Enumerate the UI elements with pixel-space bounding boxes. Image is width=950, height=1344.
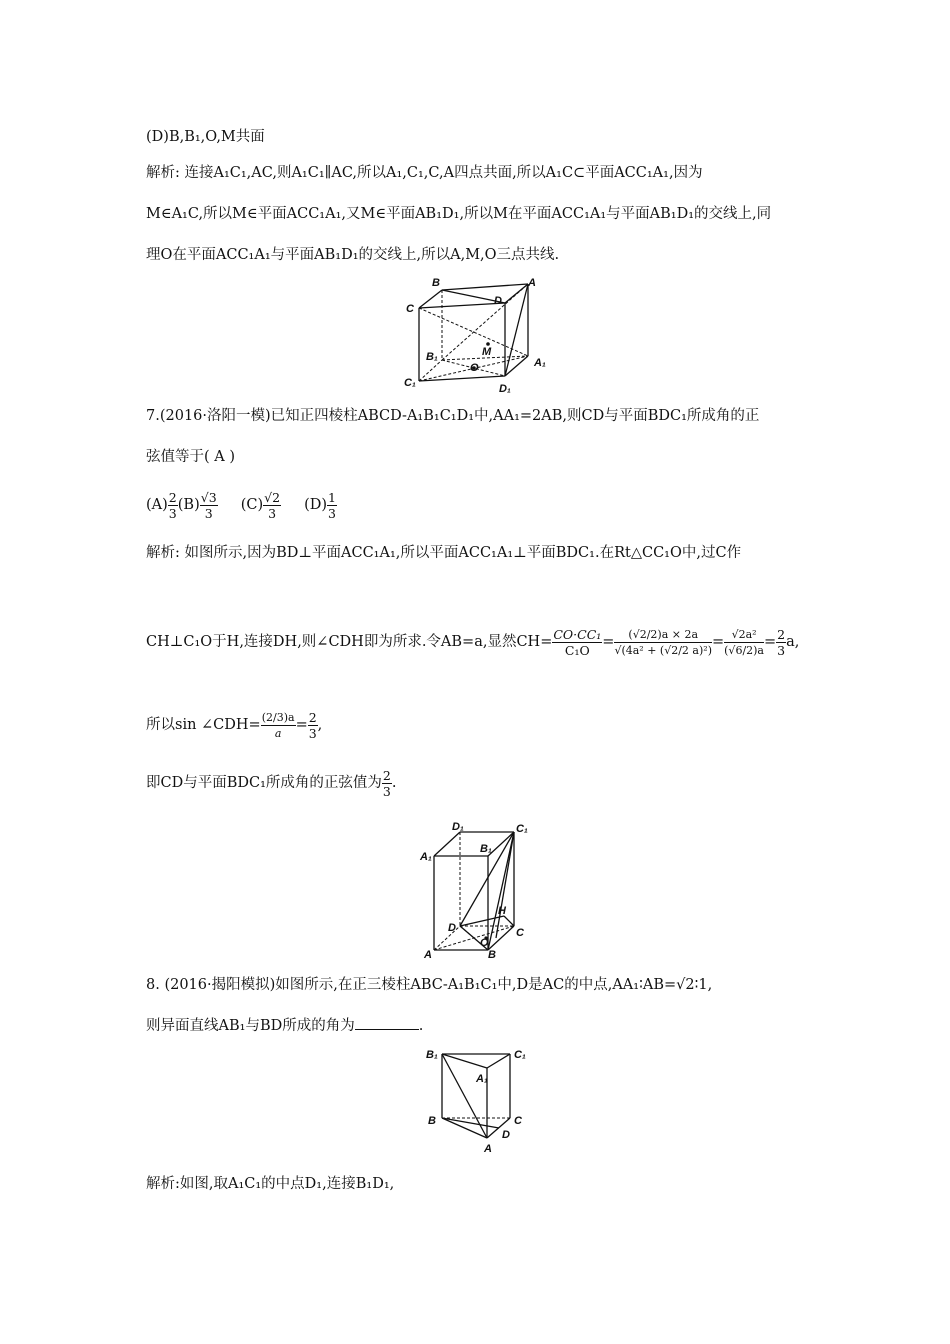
ch-fraction-2: $\frac{(√2/2)a \times 2a}{\text{√(4a² + (√2/2 a)²)}}$ [614, 627, 712, 657]
ch-fraction-4: $\frac{2}{3}$ [777, 626, 786, 658]
q7-label-b: B [488, 949, 496, 961]
q7-option-d-label: (D) [304, 497, 328, 513]
q6-label-c: C [406, 303, 414, 315]
q7-conclusion: 即CD与平面BDC₁所成角的正弦值为 $\frac{2}{3}$ . [146, 767, 397, 799]
q8-label-b: B [428, 1115, 436, 1127]
q7-label-a: A [424, 949, 432, 961]
q6-cube-figure [400, 274, 560, 396]
q7-analysis-line-2: CH⊥C₁O于H,连接DH,则∠CDH即为所求.令AB=a,显然CH= $\frac{\text{CO·CC₁}}{\text{C₁O}}$ = $\frac{(√2/2)a \times 2a}{\text{√(4a² + (√2/2 a)²)}}$ = $\frac{\text{√2a²}}{(√6/2)a}$ = $\frac{2}{3}$ a, [146, 626, 800, 658]
q7-stem-line-2: 弦值等于( A ) [146, 449, 236, 465]
q6-option-d: (D)B,B₁,O,M共面 [146, 129, 265, 145]
q7-sin-line: 所以sin ∠CDH= $\frac{(2/3)a}{a}$ = $\frac{2}{3}$ , [146, 709, 323, 741]
q7-label-d: D [448, 922, 456, 934]
q8-prism-figure [422, 1046, 534, 1158]
q7-label-b1: B₁ [480, 843, 492, 855]
q6-label-b1: B₁ [426, 351, 438, 363]
q7-label-a1: A₁ [420, 851, 432, 863]
sin-fraction-2: $\frac{2}{3}$ [308, 709, 317, 741]
q7-label-h: H [498, 905, 506, 917]
q7-analysis-line-1: 解析: 如图所示,因为BD⊥平面ACC₁A₁,所以平面ACC₁A₁⊥平面BDC₁.在Rt△CC₁O中,过C作 [146, 545, 742, 561]
q7-label-c1: C₁ [516, 823, 528, 835]
q7-option-c-fraction: $\frac{√2}{3}$ [264, 489, 281, 521]
q6-label-c1: C₁ [404, 377, 416, 389]
q7-option-d-fraction: $\frac{1}{3}$ [328, 489, 336, 521]
q8-label-a: A [484, 1143, 492, 1155]
q7-prism-figure [418, 818, 536, 962]
q7-label-c: C [516, 927, 524, 939]
q8-label-d: D [502, 1129, 510, 1141]
q6-analysis-line-3: 理O在平面ACC₁A₁与平面AB₁D₁的交线上,所以A,M,O三点共线. [146, 247, 560, 263]
q8-label-c1: C₁ [514, 1049, 526, 1061]
q8-analysis: 解析:如图,取A₁C₁的中点D₁,连接B₁D₁, [146, 1176, 395, 1192]
q8-stem-line-2: 则异面直线AB₁与BD所成的角为 . [146, 1015, 423, 1036]
q8-label-b1: B₁ [426, 1049, 438, 1061]
q7-option-b-label: (B) [177, 497, 200, 513]
q6-label-d1: D₁ [499, 383, 511, 395]
q8-label-a1: A₁ [476, 1073, 488, 1085]
q7-option-a-label: (A) [146, 497, 168, 513]
q6-label-m: M [482, 346, 492, 358]
q6-analysis-line-2: M∈A₁C,所以M∈平面ACC₁A₁,又M∈平面AB₁D₁,所以M在平面ACC₁A₁与平面AB₁D₁的交线上,同 [146, 206, 772, 222]
q8-label-c: C [514, 1115, 522, 1127]
q7-options [146, 487, 337, 523]
q7-option-c-label: (C) [240, 497, 264, 513]
q6-label-o: O [470, 362, 479, 374]
q6-label-b: B [432, 277, 440, 289]
ch-fraction-1: $\frac{\text{CO·CC₁}}{\text{C₁O}}$ [553, 626, 602, 658]
q8-answer-blank[interactable] [355, 1015, 419, 1030]
q7-stem-line-1: 7.(2016·洛阳一模)已知正四棱柱ABCD-A₁B₁C₁D₁中,AA₁=2AB,则CD与平面BDC₁所成角的正 [146, 408, 760, 424]
conclusion-fraction: $\frac{2}{3}$ [382, 767, 391, 799]
q6-analysis-line-1: 解析: 连接A₁C₁,AC,则A₁C₁∥AC,所以A₁,C₁,C,A四点共面,所以A₁C⊂平面ACC₁A₁,因为 [146, 165, 703, 181]
q7-option-b-fraction: $\frac{√3}{3}$ [200, 489, 217, 521]
q6-label-d: D [494, 295, 502, 307]
q7-label-d1: D₁ [452, 821, 464, 833]
q7-option-a-fraction: $\frac{2}{3}$ [168, 489, 177, 521]
sin-fraction-1: $\frac{(2/3)a}{a}$ [261, 710, 295, 740]
ch-fraction-3: $\frac{\text{√2a²}}{(√6/2)a}$ [724, 627, 764, 657]
q8-stem-line-1: 8. (2016·揭阳模拟)如图所示,在正三棱柱ABC-A₁B₁C₁中,D是AC的中点,AA₁∶AB=√2∶1, [146, 977, 713, 993]
q6-label-a1: A₁ [534, 357, 546, 369]
q6-label-a: A [528, 277, 536, 289]
q7-label-o: O [480, 937, 489, 949]
